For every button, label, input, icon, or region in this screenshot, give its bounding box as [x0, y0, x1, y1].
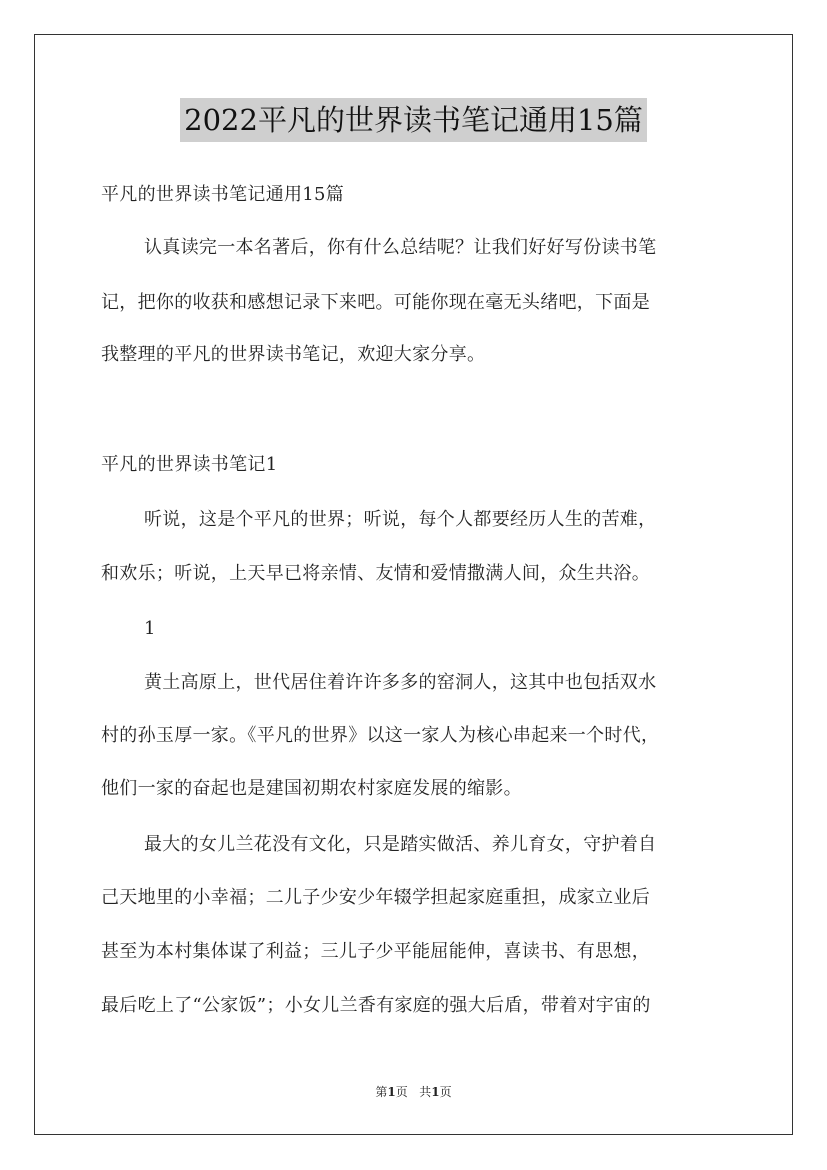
para3-line-3: 甚至为本村集体谋了利益；三儿子少平能屈能伸，喜读书、有思想， — [101, 941, 650, 962]
footer-total-suffix: 页 — [439, 1085, 452, 1099]
para2-line-3: 他们一家的奋起也是建国初期农村家庭发展的缩影。 — [101, 778, 522, 799]
section-heading: 平凡的世界读书笔记1 — [101, 454, 278, 475]
subtitle: 平凡的世界读书笔记通用15篇 — [101, 184, 345, 205]
intro-line-3: 我整理的平凡的世界读书笔记，欢迎大家分享。 — [101, 344, 486, 365]
footer-page-number: 1 — [387, 1085, 396, 1099]
document-title: 2022平凡的世界读书笔记通用15篇 — [180, 98, 647, 142]
para2-line-2: 村的孙玉厚一家。《平凡的世界》以这一家人为核心串起来一个时代， — [101, 725, 660, 746]
footer-total-prefix: 共 — [419, 1085, 432, 1099]
footer-total-number: 1 — [431, 1085, 440, 1099]
para1-line-2: 和欢乐；听说，上天早已将亲情、友情和爱情撒满人间，众生共浴。 — [101, 563, 650, 584]
intro-line-1: 认真读完一本名著后，你有什么总结呢？让我们好好写份读书笔 — [144, 237, 657, 258]
page-footer — [0, 1084, 827, 1100]
title-container — [0, 98, 827, 142]
para1-line-1: 听说，这是个平凡的世界；听说，每个人都要经历人生的苦难， — [144, 509, 657, 530]
numeral-line: 1 — [144, 618, 156, 639]
para3-line-4: 最后吃上了“公家饭”；小女儿兰香有家庭的强大后盾，带着对宇宙的 — [101, 995, 651, 1016]
footer-page-prefix: 第 — [375, 1085, 388, 1099]
footer-page-suffix: 页 — [395, 1085, 408, 1099]
para3-line-1: 最大的女儿兰花没有文化，只是踏实做活、养儿育女，守护着自 — [144, 834, 657, 855]
para2-line-1: 黄土高原上，世代居住着许许多多的窑洞人，这其中也包括双水 — [144, 672, 657, 693]
intro-line-2: 记，把你的收获和感想记录下来吧。可能你现在毫无头绪吧，下面是 — [101, 292, 650, 313]
para3-line-2: 己天地里的小幸福；二儿子少安少年辍学担起家庭重担，成家立业后 — [101, 887, 650, 908]
